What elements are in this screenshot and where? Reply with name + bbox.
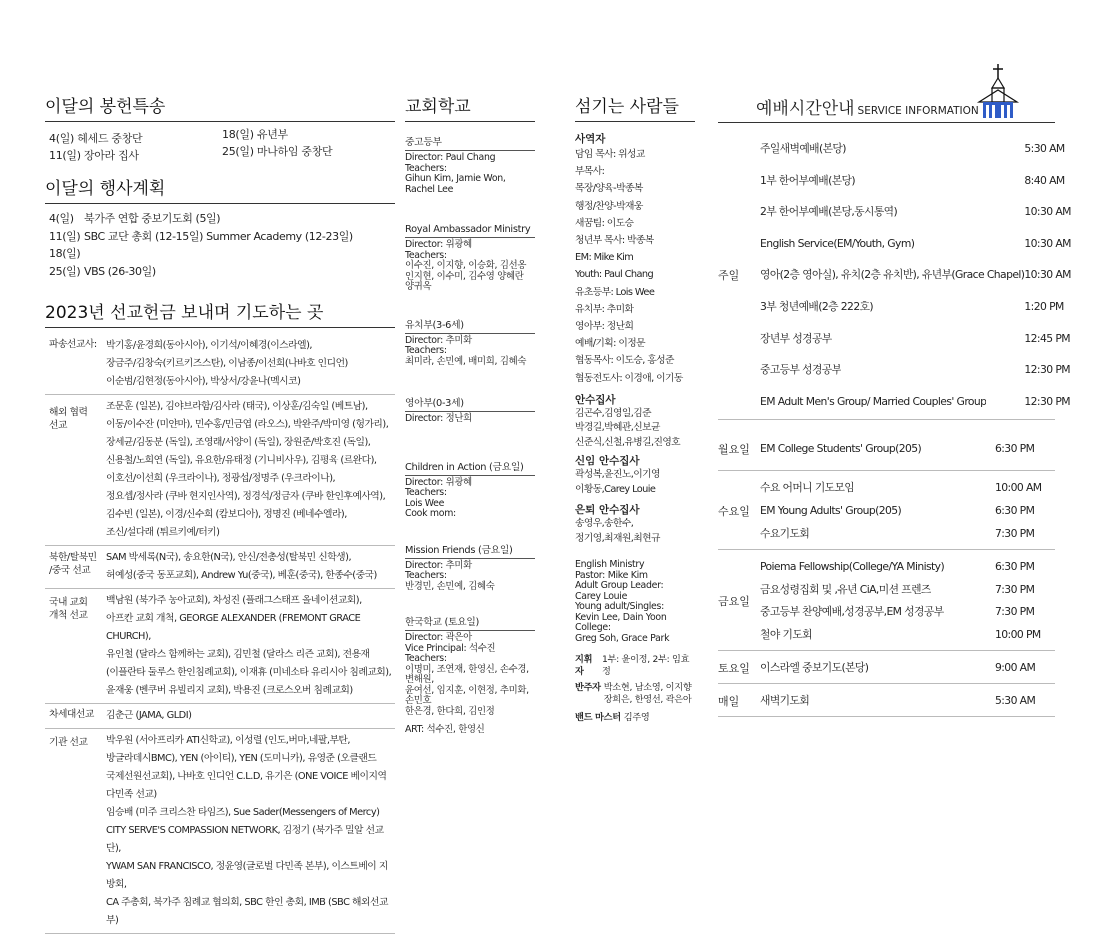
service-item xyxy=(760,476,1055,499)
service-day: 매일 xyxy=(718,695,740,709)
service-time: 12:45 PM xyxy=(1024,331,1070,345)
service-day: 금요일 xyxy=(718,595,750,609)
accompanist-value: 박소현, 남소영, 이지향 장희은, 한영선, 곽은아 xyxy=(603,682,692,706)
service-list xyxy=(760,556,1055,646)
service-item xyxy=(760,386,1084,418)
school-section xyxy=(405,397,535,425)
event-text: VBS (26-30일) xyxy=(84,264,156,278)
event-date: 18(일) xyxy=(49,247,81,260)
service-item xyxy=(760,624,1055,647)
mission-row xyxy=(45,546,395,589)
event-row xyxy=(49,263,395,281)
service-item xyxy=(760,690,1055,712)
service-time: 10:30 AM xyxy=(1024,205,1071,219)
school-section-body: Director: 추미화 Teachers: 최미라, 손민예, 배미희, 김혜숙 xyxy=(405,334,527,367)
band-label: 밴드 마스터 xyxy=(575,712,621,724)
service-item xyxy=(760,432,1055,466)
mission-value: 박우원 (서아프리카 ATI신학교), 이성렬 (인도,버마,네팔,부탄, 방글라데시BMC), YEN (아이티), YEN (도미니카), 유영준 (오클랜드 국제선원선교회), 나바호 인디언 C.L.D, 유기은 (ONE VOICE 베이지역 다민족 선교) 임승배 (미주 크리스찬 타임즈), Sue Sader(Messengers of Mercy) CITY SERVE'S COMPASSION NETWORK, 김정기 (북가주 밀알 선교단), YWAM SAN FRANCISCO, 정윤영(글로벌 다민족 본부), 이스트베이 지방회, CA 주총회, 북가주 침례교 협의회, SBC 한인 총회, IMB (SBC 해외선교부) xyxy=(106,735,388,926)
service-item xyxy=(760,499,1055,522)
service-time: 12:30 PM xyxy=(1024,394,1070,408)
service-name: EM Young Adults' Group(205) xyxy=(760,504,902,518)
mission-label: 국내 교회 개척 선교 xyxy=(49,597,88,621)
school-section-title: 유치부(3-6세) xyxy=(405,319,535,334)
service-time: 10:30 AM xyxy=(1024,236,1071,250)
school-title: 교회학교 xyxy=(405,96,535,122)
school-section xyxy=(405,136,535,195)
event-row xyxy=(49,210,395,228)
service-time: 7:30 PM xyxy=(995,527,1035,541)
service-column xyxy=(718,0,1071,717)
offering-item: 18(일) 유년부 xyxy=(222,128,288,141)
events-title: 이달의 행사계획 xyxy=(45,178,395,204)
staff-list: 담임 목사: 위성교 부목사: 목장/양육-박종복 행정/찬양-박재웅 새꿈팀: 이도승 청년부 목사: 박종복 EM: Mike Kim Youth: Paul Chang 유초등부: Lois Wee 유치부: 추미화 영아부: 정난희 예배/기획: 이정문 협동목사: 이도승, 홍성준 협동전도사: 이경애, 이기동 xyxy=(575,149,683,384)
service-item xyxy=(760,522,1055,545)
accompanist-label: 반주자 xyxy=(575,682,601,694)
mission-row xyxy=(45,729,395,934)
service-name: 중고등부 찬양예배,성경공부,EM 성경공부 xyxy=(760,605,944,619)
service-item xyxy=(760,196,1084,228)
service-list xyxy=(760,133,1084,417)
servers-column xyxy=(575,0,695,724)
mission-label: 북한/탈북민 /중국 선교 xyxy=(49,552,97,576)
service-time: 7:30 PM xyxy=(995,582,1035,596)
missions-title: 2023년 선교헌금 보내며 기도하는 곳 xyxy=(45,302,395,328)
service-item xyxy=(760,291,1084,323)
accompanist-line xyxy=(575,682,695,706)
service-title: 예배시간안내 xyxy=(756,99,855,119)
offerings-list xyxy=(45,126,395,164)
events-list xyxy=(45,210,395,280)
deacons-title: 안수집사 xyxy=(575,393,616,406)
service-item xyxy=(760,556,1055,579)
service-day-group xyxy=(718,420,1055,471)
event-text: SBC 교단 총회 (12-15일) Summer Academy (12-23일) xyxy=(84,229,353,243)
service-name: 3부 청년예배(2층 222호) xyxy=(760,299,874,313)
church-school-column xyxy=(405,0,535,736)
conductor-line xyxy=(575,654,695,678)
mission-row xyxy=(45,704,395,729)
school-section-body: Director: 추미화 Teachers: 반경민, 손민예, 김혜숙 xyxy=(405,559,495,592)
school-section-title: Royal Ambassador Ministry xyxy=(405,223,535,238)
deacons-list: 김곤수,김영일,김준 박경길,박혜관,신보균 신준식,신철,유병길,진영호 xyxy=(575,407,681,448)
mission-label: 차세대선교 xyxy=(49,709,94,720)
offering-item: 25(일) 마나하임 중창단 xyxy=(222,145,333,158)
new-deacons-list: 곽성복,윤진노,이기영 이황동,Carey Louie xyxy=(575,469,660,495)
band-value: 김주영 xyxy=(623,712,650,724)
service-name: EM College Students' Group(205) xyxy=(760,442,922,456)
conductor-value: 1부: 윤이정, 2부: 임효정 xyxy=(602,654,690,678)
service-day: 수요일 xyxy=(718,504,750,518)
service-list xyxy=(760,476,1055,545)
service-name: 이스라엘 중보기도(본당) xyxy=(760,661,869,675)
service-item xyxy=(760,259,1084,291)
service-day-group xyxy=(718,471,1055,550)
new-deacons-title: 신임 안수집사 xyxy=(575,455,640,468)
church-steeple-icon xyxy=(973,62,1023,122)
school-section-title: 중고등부 xyxy=(405,136,535,151)
offering-item: 11(일) 장아라 집사 xyxy=(49,149,139,162)
service-name: 1부 한어부예배(본당) xyxy=(760,173,855,187)
mission-value: SAM 박세록(N국), 송요한(N국), 안신/전총성(탈북민 신학생), 허예성(중국 동포교회), Andrew Yu(중국), 베훈(중국), 한종수(중국) xyxy=(106,552,377,581)
conductor-label: 지휘자 xyxy=(575,654,593,678)
mission-value: 김춘근 (JAMA, GLDI) xyxy=(106,710,192,721)
service-time: 10:30 AM xyxy=(1024,268,1071,282)
service-name: 영아(2층 영아실), 유치(2층 유치반), 유년부(Grace Chapel) xyxy=(760,268,1025,282)
service-table xyxy=(718,123,1071,717)
event-date: 4(일) xyxy=(49,212,74,225)
service-item xyxy=(760,601,1055,624)
service-name: 주일새벽예배(본당) xyxy=(760,142,846,155)
service-day-group xyxy=(718,651,1055,684)
service-time: 5:30 AM xyxy=(1024,142,1065,155)
mission-value: 백남원 (북가주 농아교회), 차성진 (플래그스태프 올네이션교회), 아프칸 교회 개척, GEORGE ALEXANDER (FREMONT GRACE CHURCH), 유인철 (달라스 함께하는 교회), 김민철 (달라스 리즌 교회), 전용재 (이플란타 둘루스 한인침례교회), 이재휴 (미네소타 유리시아 침례교회), 윤재웅 (벤쿠버 유빌리지 교회), 박용진 (크로스오버 침례교회) xyxy=(106,595,392,696)
mission-label: 해외 협력 선교 xyxy=(49,407,88,431)
service-time: 9:00 AM xyxy=(995,661,1036,675)
event-row xyxy=(49,228,395,246)
service-time: 6:30 PM xyxy=(995,442,1035,456)
service-item xyxy=(760,323,1084,355)
service-time: 6:30 PM xyxy=(995,560,1035,574)
school-section xyxy=(405,544,535,593)
school-section-title: 영아부(0-3세) xyxy=(405,397,535,412)
service-day-group xyxy=(718,550,1055,651)
school-section-body: Director: 정난희 xyxy=(405,413,472,424)
school-section-body: Director: Paul Chang Teachers: Gihun Kim, Jamie Won, Rachel Lee xyxy=(405,152,506,195)
band-line xyxy=(575,712,695,724)
school-section-body: Director: 곽은아 Vice Principal: 석수진 Teachers: 이명미, 조연재, 한영신, 손수경, 변해원, 윤여선, 임지훈, 이현정, 추미화, 손민호 한은경, 한다희, 김인정 xyxy=(405,632,529,717)
service-name: 중고등부 성경공부 xyxy=(760,363,842,377)
school-section-title: Mission Friends (금요일) xyxy=(405,544,535,559)
mission-row xyxy=(45,395,395,546)
service-name: 수요 어머니 기도모임 xyxy=(760,481,855,495)
event-date: 11(일) xyxy=(49,229,81,243)
mission-row xyxy=(45,334,395,395)
school-section xyxy=(405,319,535,368)
service-name: Poiema Fellowship(College/YA Ministy) xyxy=(760,560,945,574)
service-day-group xyxy=(718,684,1055,717)
service-list xyxy=(760,690,1055,712)
mission-label: 파송선교사: xyxy=(49,339,97,350)
mission-value: 박기홍/윤경희(동아시아), 이기석/이혜경(이스라엘), 장금주/김창숙(키르키즈스탄), 이남종/이선희(나바호 인디언) 이순범/김현정(동아시아), 박상서/강윤나(멕시코) xyxy=(106,340,348,387)
service-list xyxy=(760,657,1055,679)
school-section xyxy=(405,223,535,293)
servers-title: 섬기는 사람들 xyxy=(575,96,695,122)
staff-title: 사역자 xyxy=(575,133,606,145)
retired-deacons-list: 송영우,송한수, 정기영,최재원,최현규 xyxy=(575,518,660,544)
school-section xyxy=(405,616,535,717)
service-time: 6:30 PM xyxy=(995,504,1035,518)
service-time: 8:40 AM xyxy=(1024,173,1065,187)
service-item xyxy=(760,579,1055,602)
service-name: 철야 기도회 xyxy=(760,627,812,641)
service-day: 토요일 xyxy=(718,662,750,676)
service-day-group xyxy=(718,123,1071,420)
left-column xyxy=(45,0,395,934)
service-name: 수요기도회 xyxy=(760,527,810,541)
service-time: 7:30 PM xyxy=(995,605,1035,619)
school-section-body: Director: 위광혜 Teachers: Lois Wee Cook mom: xyxy=(405,476,472,519)
mission-row xyxy=(45,589,395,704)
service-item xyxy=(760,354,1084,386)
school-section-title: Children in Action (금요일) xyxy=(405,461,535,476)
service-item xyxy=(760,657,1055,679)
service-name: EM Adult Men's Group/ Married Couples' Group xyxy=(760,394,987,408)
english-ministry: English Ministry Pastor: Mike Kim Adult Group Leader: Carey Louie Young adult/Singles: Kevin Lee, Dain Yoon College: Greg Soh, Grace Park xyxy=(575,559,670,644)
service-name: 2부 한어부예배(본당,동시통역) xyxy=(760,205,898,219)
school-section-body: ART: 석수진, 한영신 xyxy=(405,724,485,735)
service-item xyxy=(760,133,1084,165)
service-item xyxy=(760,228,1084,260)
school-section xyxy=(405,725,535,736)
offerings-title: 이달의 봉헌특송 xyxy=(45,96,395,122)
service-list xyxy=(760,432,1055,466)
school-section xyxy=(405,461,535,520)
school-section-title: 한국학교 (토요일) xyxy=(405,616,535,631)
service-item xyxy=(760,165,1084,197)
service-time: 12:30 PM xyxy=(1024,363,1070,377)
missions-table xyxy=(45,334,395,934)
service-time: 5:30 AM xyxy=(995,694,1036,708)
offering-item: 4(일) 헤세드 중창단 xyxy=(49,132,143,145)
service-name: 금요성령집회 및 ,유년 CiA,미션 프렌즈 xyxy=(760,582,931,596)
service-time: 10:00 PM xyxy=(995,627,1041,641)
service-name: English Service(EM/Youth, Gym) xyxy=(760,236,915,250)
service-day: 주일 xyxy=(718,269,740,283)
retired-deacons-title: 은퇴 안수집사 xyxy=(575,504,640,517)
school-section-body: Director: 위광혜 Teachers: 이수진, 이지향, 이승화, 김선옹 인지현, 이수미, 김수영 양혜란 양귀옥 xyxy=(405,239,527,292)
mission-value: 조문훈 (일본), 김야브라함/김사라 (태국), 이상훈/김숙일 (베트남), 이동/이수잔 (미얀마), 민수홍/민금엽 (라오스), 박완주/박미영 (헝가리), 장세균/김동분 (독일), 조영래/서양이 (독일), 장원준/박호진 (독일), 신용철/노희연 (독일), 유요한/유태정 (기니비사우), 김평육 (르완다), 이호선/이선희 (우크라이나), 정광섭/정명주 (우크라이나), 정요셉/정사라 (쿠바 현지인사역), 정경석/정금자 (쿠바 한인후예사역), 김수빈 (일본), 이경/신수희 (캄보디아), 정명진 (베네수엘라), 조신/설다래 (튀르키예/터키) xyxy=(106,401,389,538)
event-row xyxy=(49,245,395,263)
mission-label: 기관 선교 xyxy=(49,737,88,748)
service-time: 1:20 PM xyxy=(1024,299,1064,313)
service-name: 장년부 성경공부 xyxy=(760,331,832,345)
service-name: 새벽기도회 xyxy=(760,694,810,708)
event-date: 25(일) xyxy=(49,264,81,278)
event-text: 북가주 연합 중보기도회 (5일) xyxy=(84,212,221,225)
service-time: 10:00 AM xyxy=(995,481,1042,495)
service-day: 월요일 xyxy=(718,443,750,457)
service-title-en: SERVICE INFORMATION xyxy=(857,105,979,117)
